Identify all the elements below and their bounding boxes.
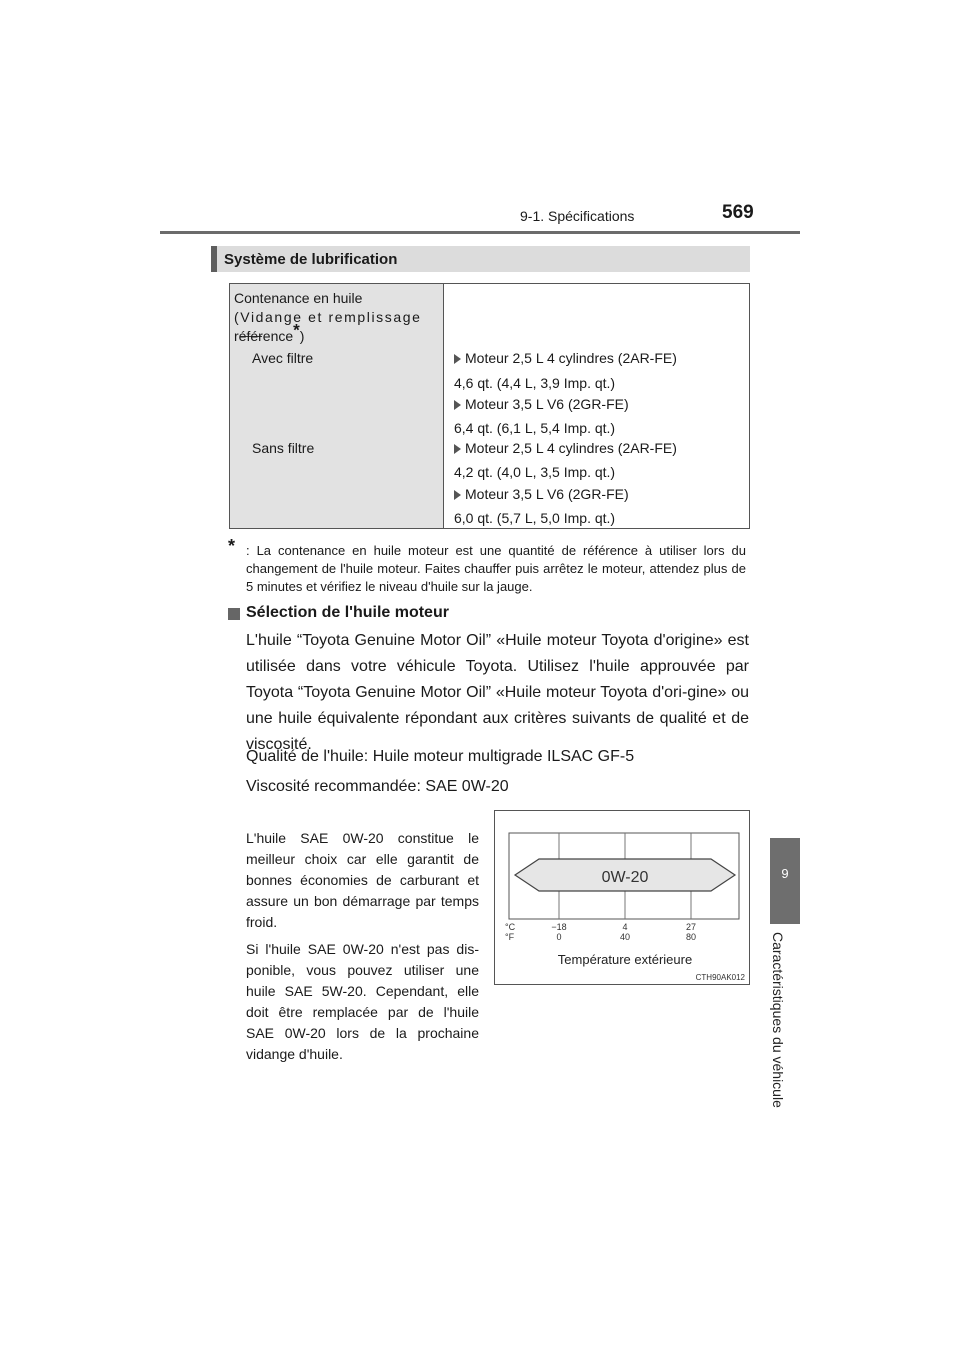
oil-note-1: L'huile SAE 0W-20 constitue le meilleur choix car elle garantit de bonnes économies de carburant et assure un bon démarrage par temps froid. bbox=[246, 830, 479, 930]
viscosity-chart-svg bbox=[495, 811, 749, 984]
engine-row-4 bbox=[454, 485, 629, 504]
viscosity-chart bbox=[494, 810, 750, 985]
tick-c-2: 4 bbox=[622, 922, 628, 932]
engine-name: Moteur 3,5 L V6 (2GR-FE) bbox=[465, 486, 629, 502]
footnote-star: * bbox=[293, 320, 300, 340]
chapter-tab bbox=[770, 838, 800, 924]
capacity-row-1: 4,6 qt. (4,4 L, 3,9 Imp. qt.) bbox=[454, 375, 616, 391]
engine-name: Moteur 2,5 L 4 cylindres (2AR-FE) bbox=[465, 440, 677, 456]
subsection-title: Sélection de l'huile moteur bbox=[246, 604, 449, 621]
tick-f-1: 0 bbox=[556, 932, 562, 942]
engine-name: Moteur 2,5 L 4 cylindres (2AR-FE) bbox=[465, 350, 677, 366]
body-paragraph: L'huile “Toyota Genuine Motor Oil” «Huile moteur Toyota d'origine» est utilisée dans votre véhicule Toyota. Utilisez l'huile approuvée par Toyota “Toyota Genuine Motor Oil” «Huile moteur Toyota d'ori-gine» ou une huile équivalente répondant aux critères suivants de qualité et de viscosité. bbox=[246, 632, 749, 753]
oil-note-2: Si l'huile SAE 0W-20 n'est pas dis-ponible, vous pouvez utiliser une huile SAE 5W-20. Cependant, elle doit être remplacée par de l'huile SAE 0W-20 lors de la prochaine vidange d'huile. bbox=[246, 941, 479, 1062]
table-heading-line2-text: (Vidange et remplissage bbox=[234, 309, 422, 325]
chapter-label-text: Caractéristiques du véhicule bbox=[770, 932, 786, 1108]
engine-row-2 bbox=[454, 395, 629, 414]
figure-code: CTH90AK012 bbox=[695, 973, 745, 982]
square-bullet-icon bbox=[228, 608, 240, 620]
chapter-label bbox=[770, 932, 800, 1122]
table-heading-line3-text: référence bbox=[234, 328, 294, 344]
engine-row-3 bbox=[454, 439, 677, 458]
tick-unit-c: °C bbox=[505, 922, 516, 932]
tick-c-1: −18 bbox=[551, 922, 567, 932]
table-heading-close: ) bbox=[299, 328, 305, 344]
capacity-row-4: 6,0 qt. (5,7 L, 5,0 Imp. qt.) bbox=[454, 510, 616, 526]
tick-unit-f: °F bbox=[505, 932, 515, 942]
footnote-text: : La contenance en huile moteur est une quantité de référence à utiliser lors du changement de l'huile moteur. Faites chauffer puis arrêtez le moteur, attendez plus de 5 minutes et vérifiez le niveau d'huile sur la jauge. bbox=[246, 543, 746, 594]
row-label-with-filter: Avec filtre bbox=[252, 350, 314, 366]
engine-name: Moteur 3,5 L V6 (2GR-FE) bbox=[465, 396, 629, 412]
series-label: 0W-20 bbox=[601, 869, 649, 886]
triangle-bullet-icon bbox=[454, 490, 461, 500]
section-heading-bar bbox=[211, 246, 217, 272]
row-label-without-filter: Sans filtre bbox=[252, 440, 315, 456]
triangle-bullet-icon bbox=[454, 354, 461, 364]
oil-viscosity: Viscosité recommandée: SAE 0W-20 bbox=[246, 778, 509, 795]
oil-notes bbox=[246, 828, 479, 1071]
table-heading-line1: Contenance en huile bbox=[234, 290, 363, 306]
footnote-mark: * bbox=[228, 536, 236, 556]
chapter-number: 9 bbox=[781, 866, 789, 881]
tick-f-2: 40 bbox=[619, 932, 631, 942]
page-number: 569 bbox=[722, 202, 754, 223]
table-heading-line3 bbox=[234, 320, 305, 346]
tick-f-3: 80 bbox=[685, 932, 697, 942]
triangle-bullet-icon bbox=[454, 444, 461, 454]
tick-c-3: 27 bbox=[685, 922, 697, 932]
triangle-bullet-icon bbox=[454, 400, 461, 410]
header-section-title: 9-1. Spécifications bbox=[520, 208, 635, 224]
header-rule bbox=[160, 231, 800, 234]
oil-quality: Qualité de l'huile: Huile moteur multigrade ILSAC GF-5 bbox=[246, 748, 635, 765]
capacity-row-3: 4,2 qt. (4,0 L, 3,5 Imp. qt.) bbox=[454, 464, 616, 480]
x-axis-label: Température extérieure bbox=[557, 952, 693, 967]
capacity-row-2: 6,4 qt. (6,1 L, 5,4 Imp. qt.) bbox=[454, 420, 616, 436]
section-heading: Système de lubrification bbox=[224, 251, 398, 268]
engine-row-1 bbox=[454, 349, 677, 368]
